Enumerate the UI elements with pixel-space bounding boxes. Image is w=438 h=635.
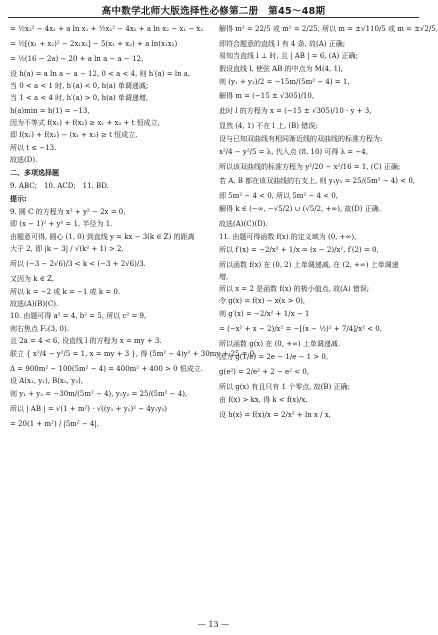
text-line: 9. ABC; 10. ACD; 11. BD.: [10, 181, 109, 190]
text-line: = ½(16 − 2a) − 20 + a ln a − a − 12,: [10, 54, 144, 63]
text-line: 10. 由题可得 a² = 4, b² = 5, 所以 c² = 9,: [10, 312, 147, 321]
text-line: 且 2a = 4 < 6, 设直线 l 的方程为 x = my + 3.: [10, 336, 162, 345]
text-line: 增,: [219, 272, 229, 281]
text-line: x²/4 − y²/5 = λ, 代入点 (8, 10) 可得 λ = −4,: [219, 147, 368, 156]
page-footer: [0, 620, 427, 629]
text-line: 由 f(x) > kx, 得 k < f(x)/x,: [219, 396, 308, 405]
text-line: 假设直线 l, 使弦 AB 的中点为 M(4, 1),: [219, 64, 344, 73]
text-line: = ½x₂² − 4x₁ + a ln x₁ + ½x₂² − 4x₂ + a ln x₂ − x₁ − x₂: [10, 25, 204, 33]
text-line: 由题意可得, 圆心 (1, 0) 到直线 y = kx − 3(k ∈ Z) 的距离: [10, 232, 195, 241]
text-line: 又因为 k ∈ Z,: [10, 275, 55, 284]
text-line: 所以 g(x) 有且只有 1 个零点, 故(B) 正确;: [219, 383, 350, 392]
header-rule: [8, 17, 419, 18]
text-line: 解得 m² = 22/5 或 m² = 2/25, 所以 m = ±√110/5 或 m = ±√2/5,: [219, 25, 438, 33]
text-line: 则右焦点 F₂(3, 0).: [10, 324, 69, 333]
text-line: 设与已知双曲线有相同渐近线的双曲线的标准方程为:: [219, 134, 383, 143]
section-heading: 二、多项选择题: [10, 169, 59, 178]
text-line: 所以函数 f(x) 在 (0, 2) 上单调递减, 在 (2, +∞) 上单调递: [219, 260, 399, 269]
text-line: 即 (x − 1)² + y² = 1, 半径为 1.: [10, 220, 113, 229]
text-line: 所以 | AB | = √(1 + m²) · √((y₁ + y₂)² − 4y₁y₂): [10, 405, 168, 414]
text-line: 故选(A)(C)(D).: [219, 220, 268, 229]
text-line: 显然 (4, 1) 不在 l 上, (B) 错误;: [219, 122, 318, 131]
section-heading: 提示:: [10, 194, 27, 203]
text-line: 令 g(x) = f(x) − x(x > 0),: [219, 297, 306, 306]
text-line: Δ = 900m² − 100(5m² − 4) = 400m² + 400 > 0 恒成立.: [10, 364, 203, 373]
text-line: h(a)min = h(1) = −13,: [10, 106, 90, 115]
text-line: 所以该双曲线的标准方程为 y²/20 − x²/16 = 1, (C) 正确;: [219, 162, 401, 171]
text-line: 联立 { x²/4 − y²/5 = 1, x = my + 3 }, 得 (5m² − 4)y² + 30my + 25 = 0,: [10, 349, 257, 358]
text-line: 所以 x = 2 是函数 f(x) 的极小值点, 故(A) 错误;: [219, 285, 370, 294]
text-line: 易知当直线 l ⊥ 时, 且 | AB | = 6, (A) 正确;: [219, 52, 358, 61]
header-title: 高中数学北师大版选择性必修第二册 第45～48期: [101, 6, 326, 17]
text-line: 所以 f′(x) = −2/x² + 1/x = (x − 2)/x², f′(2) = 0,: [219, 245, 379, 254]
text-line: = 20(1 + m²) / |5m² − 4|,: [10, 419, 100, 428]
text-line: 所以 (−3 − 2√6)/3 < k < (−3 + 2√6)/3.: [10, 260, 146, 269]
text-line: 9. 圆 C 的方程为 x² + y² − 2x = 0,: [10, 207, 126, 216]
text-line: = (−x² + x − 2)/x² = −[(x − ½)² + 7/4]/x² < 0,: [219, 325, 382, 334]
text-line: = ½[(x₁ + x₂)² − 2x₁x₂] − 5(x₁ + x₂) + a ln(x₁x₂): [10, 39, 178, 48]
text-line: 所以 k = −2 或 k = −1 或 k = 0.: [10, 287, 121, 296]
text-line: 当 1 < a < 4 时, h′(a) > 0, h(a) 单调递增,: [10, 94, 149, 103]
text-line: 则 g′(x) = −2/x² + 1/x − 1: [219, 310, 310, 319]
text-line: 即符合题意的直线 l 有 4 条, 故(A) 正确;: [219, 39, 346, 48]
text-line: 所以函数 g(x) 在 (0, +∞) 上单调递减.: [219, 340, 341, 349]
text-line: 所以 t ≤ −13.: [10, 143, 57, 152]
text-line: 若 A, B 都在该双曲线的右支上, 则 y₁y₂ = 25/(5m² − 4) < 0,: [219, 177, 415, 186]
text-line: 则 y₁ + y₂ = −30m/(5m² − 4), y₁y₂ = 25/(5m² − 4),: [10, 390, 188, 399]
text-line: 设 h(a) = a ln a − a − 12, 0 < a < 4, 则 h′(a) = ln a,: [10, 69, 191, 78]
text-line: 设 A(x₁, y₁), B(x₂, y₂),: [10, 377, 83, 386]
text-line: 设 h(x) = f(x)/x = 2/x² + ln x / x,: [219, 410, 331, 419]
page-header: [0, 3, 427, 17]
text-line: 11. 由题可得函数 f(x) 的定义域为 (0, +∞),: [219, 232, 357, 241]
text-line: 因为 g(1/e) = 2e − 1/e − 1 > 0,: [219, 353, 329, 362]
text-line: 解得 k ∈ (−∞, −√5/2) ∪ (√5/2, +∞), 故(D) 正确.: [219, 205, 381, 214]
page-number: — 13 —: [197, 620, 230, 629]
right-column: [219, 22, 438, 617]
text-line: 当 0 < a < 1 时, h′(a) < 0, h(a) 单调递减;: [10, 82, 149, 91]
text-line: 因为不等式 f(x₁) + f(x₂) ≥ x₁ + x₂ + t 恒成立,: [10, 119, 160, 128]
text-line: 此时 l 的方程为 x = (−15 ± √305)/10 · y + 3,: [219, 107, 372, 116]
text-line: 大于 2, 即 |k − 3| / √(k² + 1) > 2,: [10, 245, 124, 254]
text-line: 即 5m² − 4 < 0, 所以 5m² − 4 < 0,: [219, 192, 338, 201]
text-line: g(e²) = 2/e² + 2 − e² < 0,: [219, 368, 309, 377]
text-line: 故选(A)(B)(C).: [10, 299, 59, 308]
text-line: 则 (y₁ + y₂)/2 = −15m/(5m² − 4) = 1,: [219, 77, 350, 86]
text-line: 即 f(x₁) + f(x₂) − (x₁ + x₂) ≥ t 恒成立,: [10, 131, 138, 140]
text-line: 解得 m = (−15 ± √305)/10,: [219, 92, 315, 101]
text-line: 故选(D).: [10, 156, 38, 165]
